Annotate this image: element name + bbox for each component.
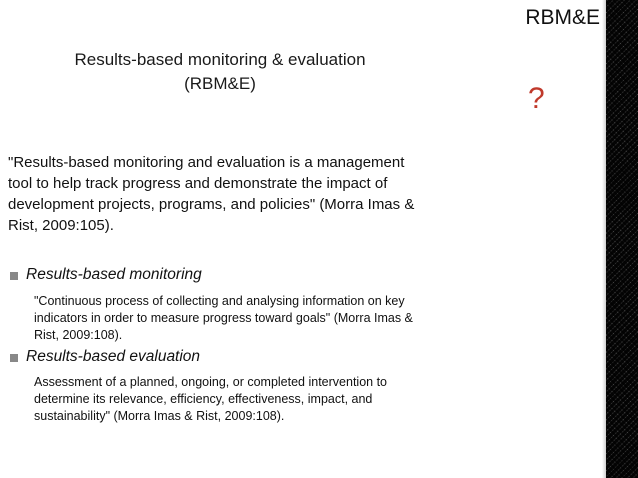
bullet-results-based-evaluation	[10, 348, 200, 366]
question-mark-icon: ?	[528, 82, 545, 115]
corner-title: RBM&E	[525, 6, 600, 29]
square-bullet-icon	[10, 354, 18, 362]
bullet-description: Assessment of a planned, ongoing, or completed intervention to determine its relevance, efficiency, effectiveness, impact, and sustainability" (Morra Imas & Rist, 2009:108).	[34, 375, 387, 423]
heading-line-1: Results-based monitoring & evaluation	[74, 50, 366, 69]
square-bullet-icon	[10, 272, 18, 280]
decorative-texture-strip	[606, 0, 638, 478]
definition-quote: "Results-based monitoring and evaluation is a management tool to help track progress and demonstrate the impact of development projects, programs, and policies" (Morra Imas & Rist, 2009:105).	[8, 154, 415, 234]
slide-heading	[40, 48, 400, 96]
bullet-title: Results-based monitoring	[26, 266, 202, 283]
heading-line-2: (RBM&E)	[184, 74, 256, 93]
bullet-results-based-monitoring	[10, 266, 202, 284]
bullet-description: "Continuous process of collecting and analysing information on key indicators in order to measure progress toward goals" (Morra Imas & Rist, 2009:108).	[34, 294, 413, 342]
bullet-title: Results-based evaluation	[26, 348, 201, 365]
